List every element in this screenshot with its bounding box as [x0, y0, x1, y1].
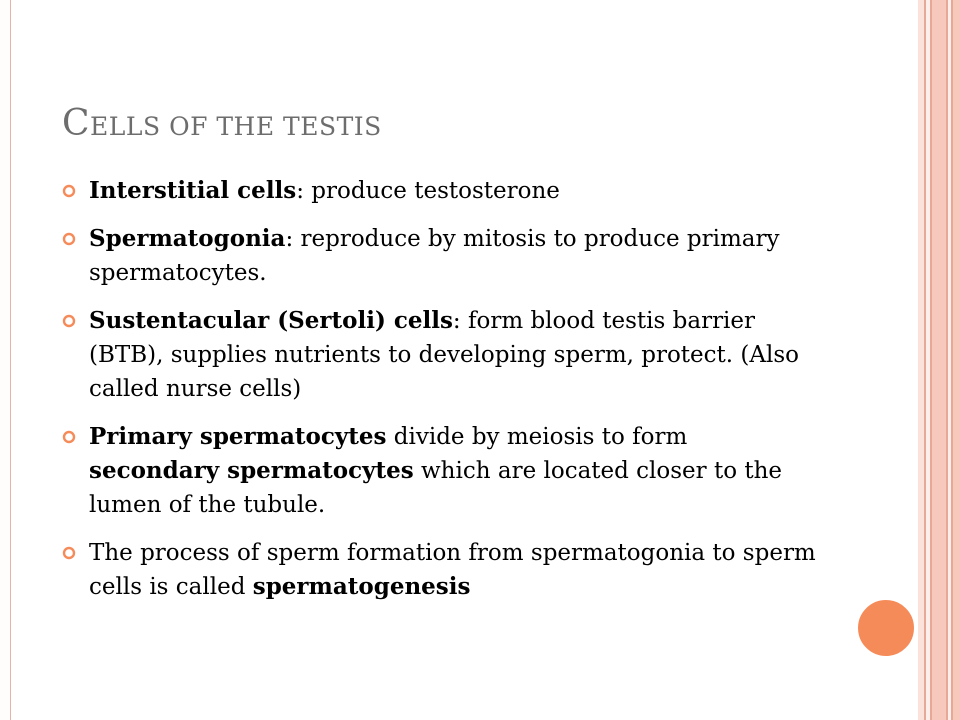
- ring-bullet-icon: [62, 184, 76, 198]
- term-interstitial-cells: Interstitial cells: [89, 177, 297, 204]
- bullet-interstitial-cells: [62, 174, 822, 208]
- term-primary-spermatocytes: Primary spermatocytes: [89, 423, 387, 450]
- bullet-description: : form blood testis barrier (BTB), supplies nutrients to developing sperm, protect. (Also called nurse cells): [89, 308, 800, 402]
- term-sertoli-cells: Sustentacular (Sertoli) cells: [89, 307, 453, 334]
- bullet-primary-spermatocytes: [62, 420, 822, 522]
- bullet-description: : reproduce by mitosis to produce primary spermatocytes.: [89, 226, 780, 286]
- decorative-stripes: [918, 0, 960, 720]
- term-spermatogonia: Spermatogonia: [89, 225, 286, 252]
- slide-title: [62, 103, 382, 144]
- bullet-spermatogonia: [62, 222, 822, 290]
- slide-title-initial: C: [62, 103, 91, 144]
- bullet-description-end: which are located closer to the lumen of the tubule.: [89, 458, 783, 518]
- ring-bullet-icon: [62, 232, 76, 246]
- bullet-text: [89, 174, 822, 208]
- bullet-text: [89, 304, 822, 406]
- orange-circle-decoration: [856, 598, 916, 658]
- slide-title-smallcaps: ELLS OF THE TESTIS: [90, 112, 382, 141]
- bullet-text: [89, 536, 822, 604]
- term-secondary-spermatocytes: secondary spermatocytes: [89, 457, 414, 484]
- bullet-text: [89, 420, 822, 522]
- bullet-sertoli-cells: [62, 304, 822, 406]
- left-frame-border: [0, 0, 11, 720]
- ring-bullet-icon: [62, 430, 76, 444]
- bullet-description: : produce testosterone: [296, 178, 560, 204]
- bullet-description: The process of sperm formation from spermatogonia to sperm cells is called: [89, 540, 816, 600]
- bullet-description: divide by meiosis to form: [386, 424, 688, 450]
- bullet-text: [89, 222, 822, 290]
- term-spermatogenesis: spermatogenesis: [252, 573, 471, 600]
- ring-bullet-icon: [62, 314, 76, 328]
- bullet-spermatogenesis: [62, 536, 822, 604]
- ring-bullet-icon: [62, 546, 76, 560]
- bullet-list: [62, 174, 822, 618]
